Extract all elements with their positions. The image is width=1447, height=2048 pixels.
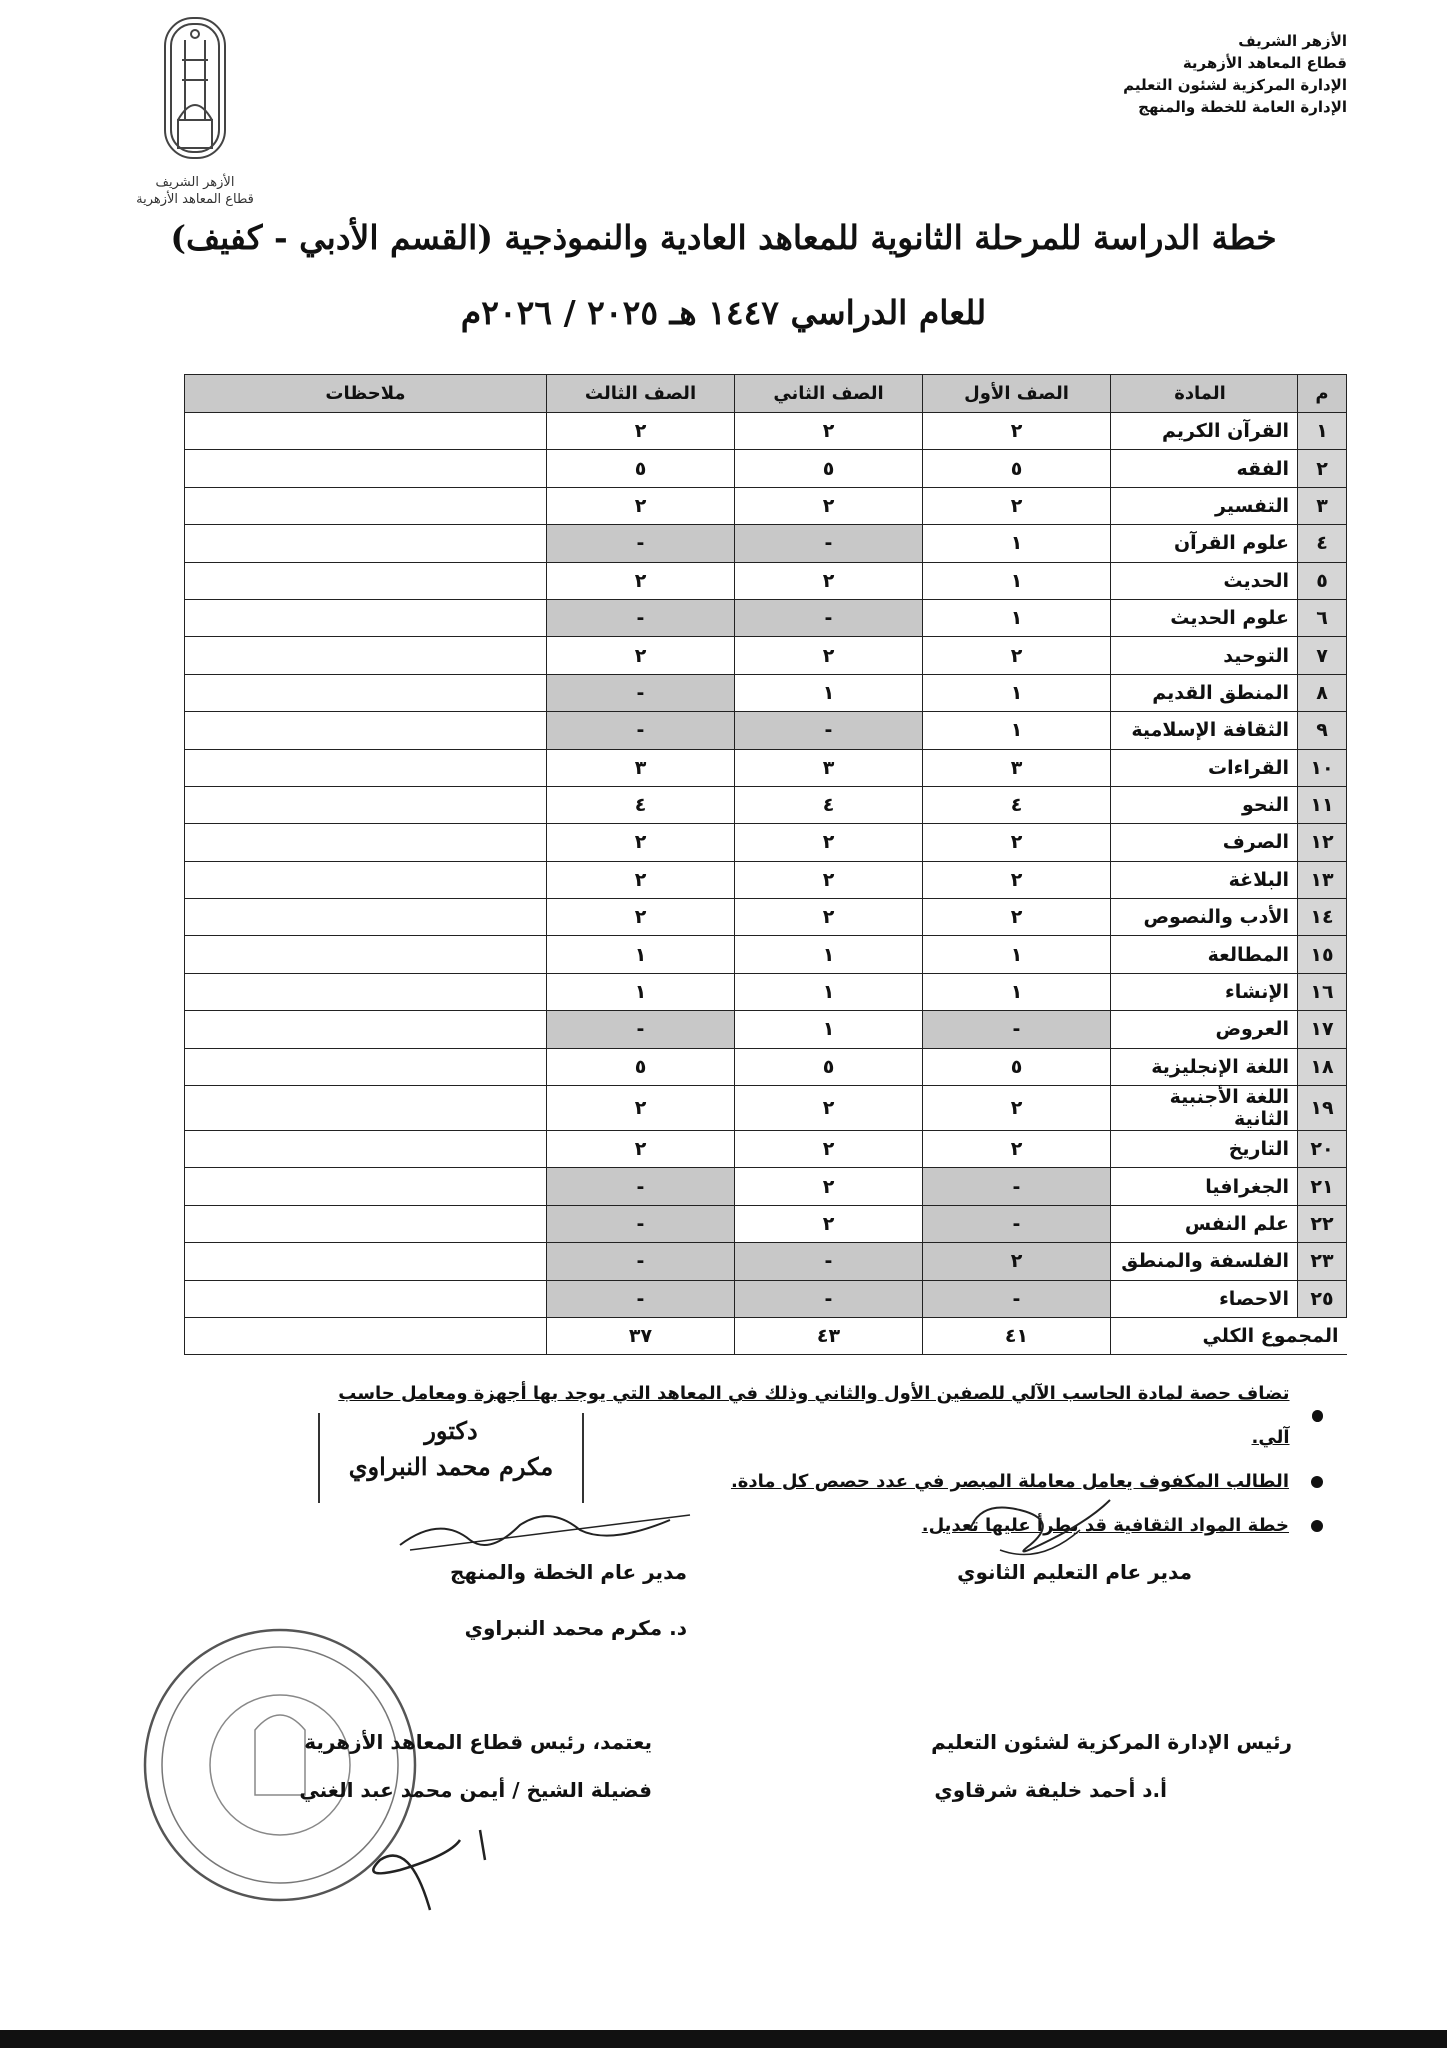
grade2-cell: ٢ <box>735 861 923 898</box>
grade1-cell: ١ <box>923 599 1111 636</box>
grade2-cell: ١ <box>735 936 923 973</box>
total-g1-cell: ٤١ <box>923 1317 1111 1354</box>
grade2-cell: ٢ <box>735 1086 923 1131</box>
bottom-left-title: يعتمد، رئيس قطاع المعاهد الأزهرية <box>304 1730 652 1754</box>
grade3-cell: ٢ <box>547 562 735 599</box>
notes-cell <box>185 674 547 711</box>
grade2-cell: ٤ <box>735 786 923 823</box>
subject-cell: الصرف <box>1111 824 1298 861</box>
row-number: ٣ <box>1298 487 1347 524</box>
grade3-cell: - <box>547 1168 735 1205</box>
header-line-4: الإدارة العامة للخطة والمنهج <box>1138 98 1347 116</box>
table-row <box>185 450 1347 487</box>
subject-cell: الأدب والنصوص <box>1111 899 1298 936</box>
row-number: ٩ <box>1298 712 1347 749</box>
row-number: ١٣ <box>1298 861 1347 898</box>
grade2-cell: ٢ <box>735 413 923 450</box>
grade1-cell: ١ <box>923 973 1111 1010</box>
grade1-cell: ٢ <box>923 861 1111 898</box>
left-signature-name: د. مكرم محمد النبراوي <box>464 1616 687 1640</box>
subject-cell: الاحصاء <box>1111 1280 1298 1317</box>
notes-cell <box>185 936 547 973</box>
grade3-cell: ٥ <box>547 450 735 487</box>
table-row <box>185 861 1347 898</box>
row-number: ٤ <box>1298 525 1347 562</box>
notes-cell <box>185 824 547 861</box>
table-row <box>185 599 1347 636</box>
mosque-emblem-icon <box>110 10 280 170</box>
table-row <box>185 413 1347 450</box>
signature-left-icon <box>380 1495 700 1565</box>
handwritten-mark-icon <box>340 1800 540 1920</box>
grade3-cell: ٢ <box>547 1131 735 1168</box>
row-number: ٢١ <box>1298 1168 1347 1205</box>
table-row <box>185 1048 1347 1085</box>
subject-cell: التفسير <box>1111 487 1298 524</box>
grade2-cell: ٢ <box>735 1168 923 1205</box>
row-number: ١٠ <box>1298 749 1347 786</box>
grade3-cell: - <box>547 712 735 749</box>
grade2-cell: ٢ <box>735 487 923 524</box>
notes-cell <box>185 1205 547 1242</box>
row-number: ١٢ <box>1298 824 1347 861</box>
grade3-cell: ٢ <box>547 899 735 936</box>
row-number: ١ <box>1298 413 1347 450</box>
bottom-right-name: أ.د أحمد خليفة شرقاوي <box>934 1778 1167 1802</box>
subject-cell: الجغرافيا <box>1111 1168 1298 1205</box>
grade1-cell: ٢ <box>923 824 1111 861</box>
header-line-1: الأزهر الشريف <box>1238 32 1347 50</box>
grade3-cell: ٢ <box>547 637 735 674</box>
table-row <box>185 973 1347 1010</box>
institution-header <box>987 30 1347 118</box>
grade2-cell: ١ <box>735 1011 923 1048</box>
table-row <box>185 1280 1347 1317</box>
subject-cell: القرآن الكريم <box>1111 413 1298 450</box>
grade2-cell: - <box>735 1243 923 1280</box>
grade1-cell: ٢ <box>923 413 1111 450</box>
grade1-cell: - <box>923 1205 1111 1242</box>
row-number: ١٤ <box>1298 899 1347 936</box>
note-text: خطة المواد الثقافية قد يطرأ عليها تعديل. <box>921 1515 1289 1536</box>
row-number: ٢٠ <box>1298 1131 1347 1168</box>
grade1-cell: ٢ <box>923 487 1111 524</box>
grade2-cell: ١ <box>735 973 923 1010</box>
table-row <box>185 824 1347 861</box>
stamp-name: مكرم محمد النبراوي <box>348 1452 554 1481</box>
grade3-cell: ٤ <box>547 786 735 823</box>
grade1-cell: ٥ <box>923 1048 1111 1085</box>
grade1-cell: ٣ <box>923 749 1111 786</box>
grade3-cell: ٢ <box>547 824 735 861</box>
table-row <box>185 749 1347 786</box>
notes-cell <box>185 1168 547 1205</box>
grade2-cell: - <box>735 599 923 636</box>
grade2-cell: ٢ <box>735 824 923 861</box>
grade1-cell: ١ <box>923 936 1111 973</box>
table-row <box>185 786 1347 823</box>
header-num: م <box>1298 375 1347 413</box>
subject-cell: الفلسفة والمنطق <box>1111 1243 1298 1280</box>
table-row <box>185 1086 1347 1131</box>
notes-cell <box>185 1086 547 1131</box>
grade1-cell: ١ <box>923 525 1111 562</box>
grade1-cell: ٢ <box>923 899 1111 936</box>
grade3-cell: - <box>547 525 735 562</box>
grade1-cell: ٥ <box>923 450 1111 487</box>
notes-cell <box>185 786 547 823</box>
grade3-cell: ٢ <box>547 413 735 450</box>
header-grade2: الصف الثاني <box>735 375 923 413</box>
bullet-icon <box>1311 1476 1323 1488</box>
header-grade3: الصف الثالث <box>547 375 735 413</box>
total-label: المجموع الكلي <box>1111 1317 1347 1354</box>
notes-cell <box>185 1011 547 1048</box>
notes-cell <box>185 1280 547 1317</box>
subject-cell: الثقافة الإسلامية <box>1111 712 1298 749</box>
logo-caption-line-1: الأزهر الشريف <box>155 175 235 190</box>
study-plan-table <box>184 374 1347 1355</box>
subject-cell: البلاغة <box>1111 861 1298 898</box>
table-row <box>185 637 1347 674</box>
grade3-cell: ١ <box>547 936 735 973</box>
table-row <box>185 1011 1347 1048</box>
notes-cell <box>185 1131 547 1168</box>
subject-cell: اللغة الإنجليزية <box>1111 1048 1298 1085</box>
notes-cell <box>185 1048 547 1085</box>
subject-cell: علم النفس <box>1111 1205 1298 1242</box>
row-number: ١٥ <box>1298 936 1347 973</box>
notes-cell <box>185 450 547 487</box>
header-line-3: الإدارة المركزية لشئون التعليم <box>1123 76 1347 94</box>
grade1-cell: - <box>923 1168 1111 1205</box>
row-number: ٨ <box>1298 674 1347 711</box>
subject-cell: الحديث <box>1111 562 1298 599</box>
grade1-cell: ٢ <box>923 637 1111 674</box>
grade1-cell: ٤ <box>923 786 1111 823</box>
table-row <box>185 1131 1347 1168</box>
grade1-cell: - <box>923 1280 1111 1317</box>
azhar-logo <box>110 10 280 210</box>
subject-cell: القراءات <box>1111 749 1298 786</box>
grade2-cell: ٥ <box>735 450 923 487</box>
grade3-cell: ٢ <box>547 861 735 898</box>
notes-cell <box>185 899 547 936</box>
grade1-cell: ١ <box>923 674 1111 711</box>
grade3-cell: - <box>547 1280 735 1317</box>
notes-cell <box>185 562 547 599</box>
grade2-cell: ٢ <box>735 637 923 674</box>
header-subject: المادة <box>1111 375 1298 413</box>
grade1-cell: - <box>923 1011 1111 1048</box>
name-stamp <box>318 1413 584 1503</box>
grade3-cell: ٥ <box>547 1048 735 1085</box>
notes-cell <box>185 973 547 1010</box>
grade3-cell: - <box>547 674 735 711</box>
stamp-title: دكتور <box>424 1416 478 1445</box>
notes-cell <box>185 599 547 636</box>
table-row <box>185 525 1347 562</box>
grade1-cell: ١ <box>923 712 1111 749</box>
subject-cell: المنطق القديم <box>1111 674 1298 711</box>
bullet-icon <box>1312 1410 1323 1422</box>
total-row <box>185 1317 1347 1354</box>
notes-cell <box>185 637 547 674</box>
left-signature-title: مدير عام الخطة والمنهج <box>450 1560 687 1584</box>
row-number: ١٨ <box>1298 1048 1347 1085</box>
subject-cell: التوحيد <box>1111 637 1298 674</box>
row-number: ١٩ <box>1298 1086 1347 1131</box>
table-row <box>185 562 1347 599</box>
row-number: ٢٥ <box>1298 1280 1347 1317</box>
table-row <box>185 674 1347 711</box>
table-row <box>185 487 1347 524</box>
grade3-cell: - <box>547 1243 735 1280</box>
grade3-cell: ١ <box>547 973 735 1010</box>
subject-cell: التاريخ <box>1111 1131 1298 1168</box>
row-number: ٢ <box>1298 450 1347 487</box>
grade2-cell: ٢ <box>735 899 923 936</box>
subject-cell: علوم القرآن <box>1111 525 1298 562</box>
logo-caption-line-2: قطاع المعاهد الأزهرية <box>136 192 254 207</box>
grade2-cell: - <box>735 712 923 749</box>
subject-cell: المطالعة <box>1111 936 1298 973</box>
grade2-cell: ١ <box>735 674 923 711</box>
grade2-cell: ٥ <box>735 1048 923 1085</box>
note-text: الطالب المكفوف يعامل معاملة المبصر في عدد حصص كل مادة. <box>730 1471 1289 1492</box>
grade3-cell: - <box>547 599 735 636</box>
grade3-cell: - <box>547 1205 735 1242</box>
grade3-cell: - <box>547 1011 735 1048</box>
subject-cell: العروض <box>1111 1011 1298 1048</box>
subject-cell: اللغة الأجنبية الثانية <box>1111 1086 1298 1131</box>
table-header-row <box>185 375 1347 413</box>
grade1-cell: ٢ <box>923 1086 1111 1131</box>
logo-caption <box>110 174 280 208</box>
bullet-icon <box>1311 1520 1323 1532</box>
row-number: ٢٣ <box>1298 1243 1347 1280</box>
row-number: ٧ <box>1298 637 1347 674</box>
notes-cell <box>185 525 547 562</box>
grade2-cell: ٢ <box>735 1131 923 1168</box>
grade3-cell: ٣ <box>547 749 735 786</box>
notes-cell <box>185 749 547 786</box>
grade1-cell: ٢ <box>923 1243 1111 1280</box>
table-row <box>185 712 1347 749</box>
scan-edge <box>0 2030 1447 2048</box>
note-text: تضاف حصة لمادة الحاسب الآلي للصفين الأول والثاني وذلك في المعاهد التي يوجد بها أجهزة ومعامل حاسب آلي. <box>338 1383 1290 1448</box>
document-title: خطة الدراسة للمرحلة الثانوية للمعاهد العادية والنموذجية (القسم الأدبي - كفيف) <box>170 218 1277 257</box>
right-signature-title: مدير عام التعليم الثانوي <box>957 1560 1192 1584</box>
table-row <box>185 1205 1347 1242</box>
header-notes: ملاحظات <box>185 375 547 413</box>
table-row <box>185 899 1347 936</box>
total-notes-cell <box>185 1317 547 1354</box>
grade2-cell: ٣ <box>735 749 923 786</box>
total-g3-cell: ٣٧ <box>547 1317 735 1354</box>
row-number: ١١ <box>1298 786 1347 823</box>
grade3-cell: ٢ <box>547 487 735 524</box>
grade2-cell: ٢ <box>735 562 923 599</box>
header-line-2: قطاع المعاهد الأزهرية <box>1182 54 1347 72</box>
header-grade1: الصف الأول <box>923 375 1111 413</box>
notes-cell <box>185 413 547 450</box>
notes-cell <box>185 712 547 749</box>
notes-cell <box>185 1243 547 1280</box>
subject-cell: الفقه <box>1111 450 1298 487</box>
notes-cell <box>185 487 547 524</box>
grade2-cell: ٢ <box>735 1205 923 1242</box>
grade1-cell: ١ <box>923 562 1111 599</box>
row-number: ٥ <box>1298 562 1347 599</box>
row-number: ١٦ <box>1298 973 1347 1010</box>
notes-cell <box>185 861 547 898</box>
row-number: ٢٢ <box>1298 1205 1347 1242</box>
grade2-cell: - <box>735 525 923 562</box>
academic-year: للعام الدراسي ١٤٤٧ هـ ٢٠٢٥ / ٢٠٢٦م <box>460 293 987 332</box>
subject-cell: النحو <box>1111 786 1298 823</box>
total-g2-cell: ٤٣ <box>735 1317 923 1354</box>
row-number: ٦ <box>1298 599 1347 636</box>
table-row <box>185 1168 1347 1205</box>
grade1-cell: ٢ <box>923 1131 1111 1168</box>
subject-cell: الإنشاء <box>1111 973 1298 1010</box>
grade2-cell: - <box>735 1280 923 1317</box>
table-row <box>185 1243 1347 1280</box>
table-row <box>185 936 1347 973</box>
bottom-left-name: فضيلة الشيخ / أيمن محمد عبد الغني <box>299 1778 652 1802</box>
subject-cell: علوم الحديث <box>1111 599 1298 636</box>
bottom-right-title: رئيس الإدارة المركزية لشئون التعليم <box>931 1730 1292 1754</box>
signature-right-icon <box>940 1490 1140 1570</box>
grade3-cell: ٢ <box>547 1086 735 1131</box>
row-number: ١٧ <box>1298 1011 1347 1048</box>
